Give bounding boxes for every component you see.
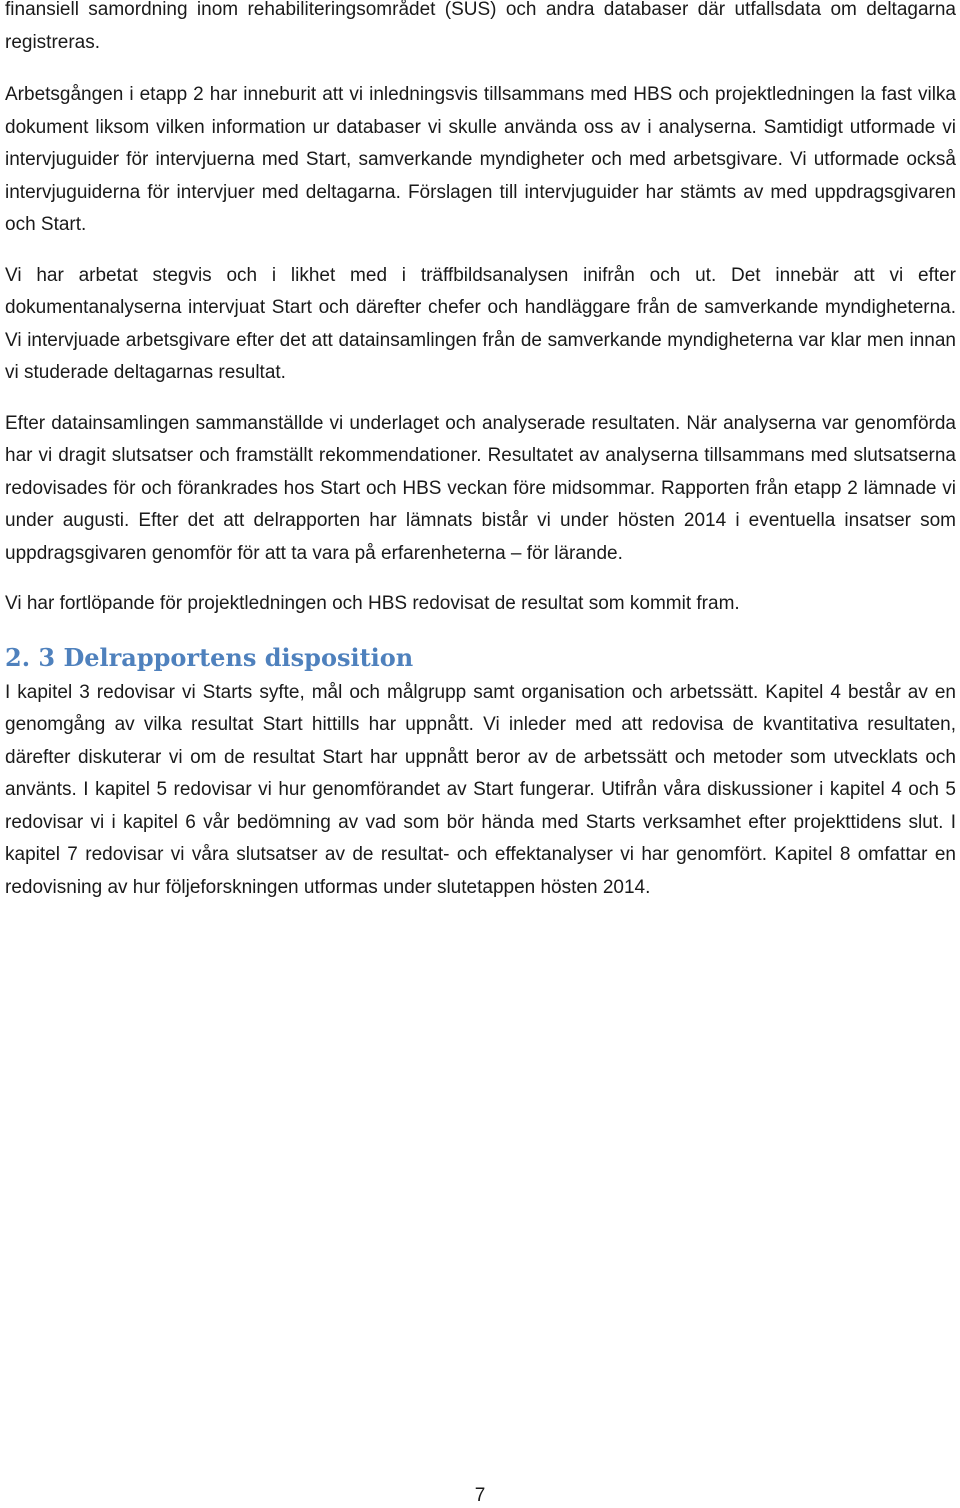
paragraph-stepwise-work: Vi har arbetat stegvis och i likhet med i träffbildsanalysen inifrån och ut. Det innebär att vi efter dokumentanalyserna intervjuat Start och därefter chefer och handläggare från de samverkande myndigheterna. Vi intervjuade arbetsgivare efter det att datainsamlingen från de samverkande myndigheterna var klar men innan vi studerade deltagarnas resultat. (5, 264, 956, 383)
paragraph-continuous-reporting: Vi har fortlöpande för projektledningen och HBS redovisat de resultat som kommit fram. (5, 593, 740, 614)
paragraph-work-process: Arbetsgången i etapp 2 har inneburit att vi inledningsvis tillsammans med HBS och projektledningen la fast vilka dokument liksom vilken information ur databaser vi skulle använda oss av i analyserna. Samtidigt utformade vi intervjuguider för intervjuerna med Start, samverkande myndigheter och med arbetsgivare. Vi utformade också intervjuguiderna för intervjuer med deltagarna. Förslagen till intervjuguider har stämts av med uppdragsgivaren och Start. (5, 84, 956, 235)
paragraph-chapter-overview: I kapitel 3 redovisar vi Starts syfte, mål och målgrupp samt organisation och arbetssätt. Kapitel 4 består av en genomgång av vilka resultat Start hittills har uppnått. Vi inleder med att redovisa de kvantitativa resultaten, därefter diskuterar vi om de resultat Start har uppnått beror av de arbetssätt och metoder som utvecklats och använts. I kapitel 5 redovisar vi hur genomförandet av Start fungerar. Utifrån våra diskussioner i kapitel 4 och 5 redovisar vi i kapitel 6 vår bedömning av vad som bör hända med Starts verksamhet efter projekttidens slut. I kapitel 7 redovisar vi våra slutsatser av de resultat- och effektanalyser vi har genomfört. Kapitel 8 omfattar en redovisning av hur följeforskningen utformas under slutetappen hösten 2014. (5, 681, 956, 898)
paragraph-data-compilation: Efter datainsamlingen sammanställde vi underlaget och analyserade resultaten. När analyserna var genomförda har vi dragit slutsatser och framställt rekommendationer. Resultatet av analyserna tillsammans med slutsatserna redovisades för och förankrades hos Start och HBS veckan före midsommar. Rapporten från etapp 2 lämnade vi under augusti. Efter det att delrapporten har lämnats bistår vi under hösten 2014 i eventuella insatser som uppdragsgivaren genomför för att ta vara på erfarenheterna – för lärande. (5, 412, 956, 564)
document-page (5, 0, 956, 904)
paragraph-sus-databases: finansiell samordning inom rehabiliteringsområdet (SUS) och andra databaser där utfallsdata om deltagarna registreras. (5, 0, 956, 53)
section-heading-disposition: 2. 3 Delrapportens disposition (5, 642, 414, 672)
page-number: 7 (474, 1485, 486, 1506)
